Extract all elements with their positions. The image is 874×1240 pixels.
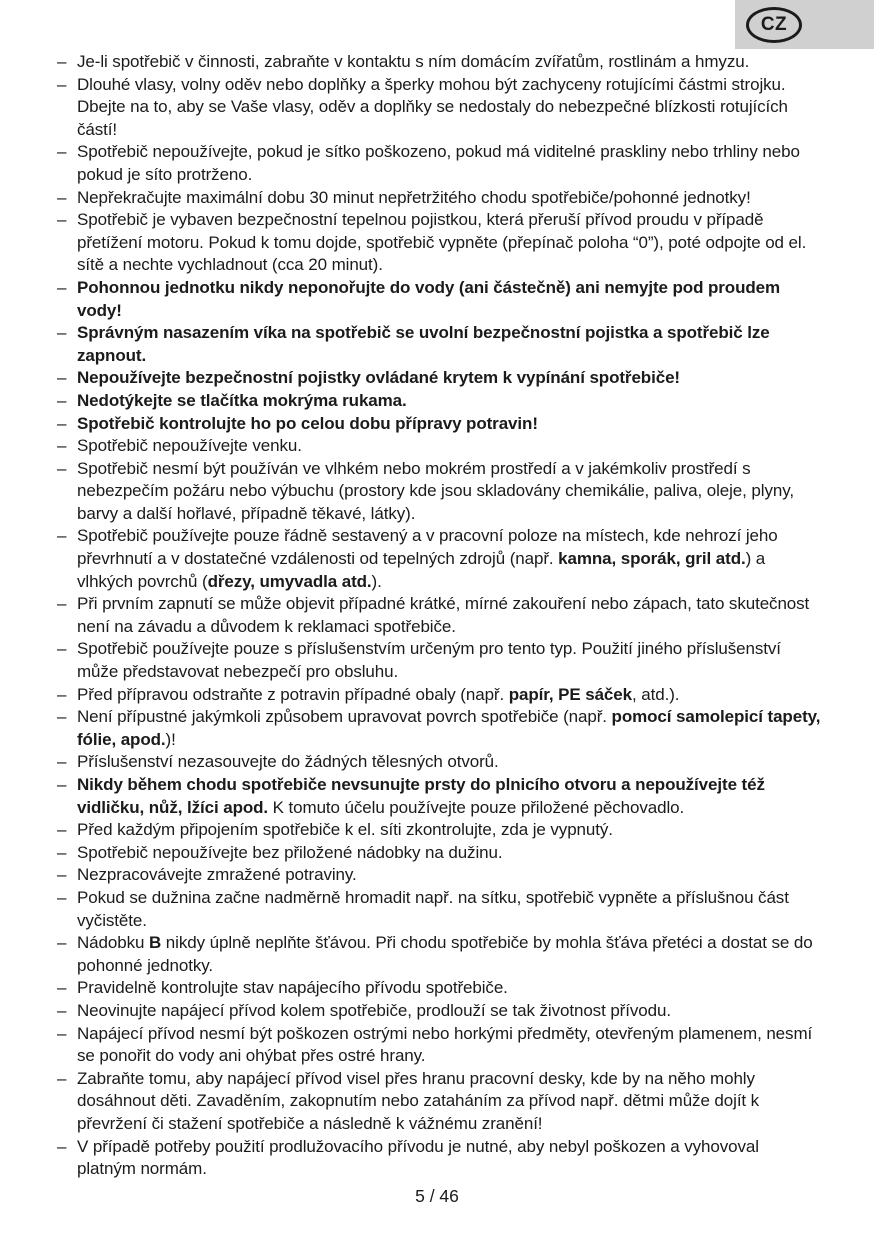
- list-item-text: Není přípustné jakýmkoli způsobem upravovat povrch spotřebiče (např. pomocí samolepicí tapety, fólie, apod.)!: [77, 707, 821, 749]
- list-item-text: Pohonnou jednotku nikdy neponořujte do vody (ani částečně) ani nemyjte pod proudem vody!: [77, 277, 781, 320]
- bullet-dash: –: [57, 413, 67, 433]
- list-item: [57, 1000, 821, 1023]
- list-item: [57, 977, 821, 1000]
- bullet-dash: –: [57, 458, 67, 478]
- bullet-dash: –: [57, 1023, 67, 1043]
- list-item-text: Dlouhé vlasy, volny oděv nebo doplňky a šperky mohou být zachyceny rotujícími částmi strojku. Dbejte na to, aby se Vaše vlasy, oděv a doplňky se nedostaly do nebezpečné blízkosti rotujících částí!: [77, 74, 788, 139]
- safety-instructions-list: [57, 51, 821, 1181]
- list-item: [57, 74, 821, 142]
- list-item-text: Správným nasazením víka na spotřebič se uvolní bezpečnostní pojistka a spotřebič lze zapnout.: [77, 323, 770, 365]
- list-item: [57, 638, 821, 683]
- list-item: [57, 751, 821, 774]
- list-item: [57, 525, 821, 593]
- bullet-dash: –: [57, 277, 67, 297]
- list-item: [57, 209, 821, 277]
- bullet-dash: –: [57, 820, 67, 840]
- bullet-dash: –: [57, 978, 67, 998]
- list-item: [57, 684, 821, 707]
- list-item-text: Nepřekračujte maximální dobu 30 minut nepřetržitého chodu spotřebiče/pohonné jednotky!: [77, 187, 751, 207]
- list-item-text: Zabraňte tomu, aby napájecí přívod visel přes hranu pracovní desky, kde by na něho mohly dosáhnout děti. Zavaděním, zakopnutím nebo zataháním za přívod např. dětmi může dojít k převržení či stažení spotřebiče a následně k vážnému zranění!: [77, 1068, 760, 1133]
- bullet-dash: –: [57, 436, 67, 456]
- list-item: [57, 842, 821, 865]
- bullet-dash: –: [57, 187, 67, 207]
- list-item-text: Před každým připojením spotřebiče k el. síti zkontrolujte, zda je vypnutý.: [77, 820, 613, 840]
- list-item: [57, 413, 821, 436]
- bullet-dash: –: [57, 323, 67, 343]
- list-item-text: Pokud se dužnina začne nadměrně hromadit např. na sítku, spotřebič vypněte a příslušnou část vyčistěte.: [77, 887, 789, 930]
- list-item-text: Nepoužívejte bezpečnostní pojistky ovládané krytem k vypínání spotřebiče!: [77, 368, 680, 388]
- bullet-dash: –: [57, 390, 67, 410]
- language-badge: [735, 0, 874, 49]
- list-item: [57, 864, 821, 887]
- list-item-text: Při prvním zapnutí se může objevit případné krátké, mírné zakouření nebo zápach, tato skutečnost není na závadu a důvodem k reklamaci spotřebiče.: [77, 594, 810, 636]
- list-item: [57, 458, 821, 526]
- list-item: [57, 277, 821, 322]
- bullet-dash: –: [57, 775, 67, 794]
- list-item: [57, 141, 821, 186]
- list-item-text: Nedotýkejte se tlačítka mokrýma rukama.: [77, 390, 407, 410]
- list-item: [57, 932, 821, 977]
- bullet-dash: –: [57, 210, 67, 230]
- list-item-text: Napájecí přívod nesmí být poškozen ostrými nebo horkými předměty, otevřeným plamenem, nesmí se ponořit do vody ani ohýbat přes ostré hrany.: [77, 1023, 813, 1066]
- list-item-text: Je-li spotřebič v činnosti, zabraňte v kontaktu s ním domácím zvířatům, rostlinám a hmyzu.: [77, 52, 750, 71]
- bullet-dash: –: [57, 1136, 67, 1156]
- list-item-text: Spotřebič je vybaven bezpečnostní tepelnou pojistkou, která přeruší přívod proudu v případě přetížení motoru. Pokud k tomu dojde, spotřebič vypněte (přepínač poloha “0”), poté odpojte od el. sítě a nechte vychladnout (cca 20 minut).: [77, 210, 807, 275]
- list-item-text: Neovinujte napájecí přívod kolem spotřebiče, prodlouží se tak životnost přívodu.: [77, 1000, 671, 1020]
- list-item-text: Spotřebič nepoužívejte bez přiložené nádobky na dužinu.: [77, 842, 503, 862]
- list-item-text: Nikdy během chodu spotřebiče nevsunujte prsty do plnicího otvoru a nepoužívejte též vidličku, nůž, lžíci apod. K tomuto účelu používejte pouze přiložené pěchovadlo.: [77, 775, 765, 817]
- list-item-text: Nádobku B nikdy úplně neplňte šťávou. Při chodu spotřebiče by mohla šťáva přetéci a dostat se do pohonné jednotky.: [77, 933, 813, 975]
- list-item: [57, 1068, 821, 1136]
- list-item: [57, 887, 821, 932]
- bullet-dash: –: [57, 752, 67, 772]
- list-item: [57, 1023, 821, 1068]
- list-item: [57, 435, 821, 458]
- language-label: CZ: [760, 13, 788, 35]
- bullet-dash: –: [57, 74, 67, 94]
- list-item: [57, 819, 821, 842]
- bullet-dash: –: [57, 639, 67, 659]
- list-item-text: Příslušenství nezasouvejte do žádných tělesných otvorů.: [77, 752, 499, 772]
- bullet-dash: –: [57, 684, 67, 704]
- bullet-dash: –: [57, 707, 67, 727]
- list-item: [57, 774, 821, 819]
- list-item: [57, 593, 821, 638]
- list-item: [57, 187, 821, 210]
- list-item: [57, 367, 821, 390]
- list-item-text: Spotřebič nepoužívejte, pokud je sítko poškozeno, pokud má viditelné praskliny nebo trhliny nebo pokud je síto protrženo.: [77, 142, 800, 184]
- bullet-dash: –: [57, 368, 67, 388]
- bullet-dash: –: [57, 1068, 67, 1088]
- list-item-text: Spotřebič nepoužívejte venku.: [77, 436, 302, 456]
- bullet-dash: –: [57, 1000, 67, 1020]
- list-item-text: V případě potřeby použití prodlužovacího přívodu je nutné, aby nebyl poškozen a vyhovoval platným normám.: [77, 1136, 759, 1179]
- bullet-dash: –: [57, 887, 67, 907]
- bullet-dash: –: [57, 842, 67, 862]
- bullet-dash: –: [57, 933, 67, 953]
- list-item-text: Spotřebič nesmí být používán ve vlhkém nebo mokrém prostředí a v jakémkoliv prostředí s nebezpečím požáru nebo výbuchu (prostory kde jsou skladovány chemikálie, paliva, oleje, plyny, barvy a další hořlavé, případně těkavé, látky).: [77, 458, 794, 523]
- list-item-text: Nezpracovávejte zmražené potraviny.: [77, 865, 357, 885]
- list-item-text: Před přípravou odstraňte z potravin případné obaly (např. papír, PE sáček, atd.).: [77, 684, 680, 704]
- bullet-dash: –: [57, 142, 67, 162]
- list-item-text: Spotřebič kontrolujte ho po celou dobu přípravy potravin!: [77, 413, 538, 433]
- bullet-dash: –: [57, 526, 67, 546]
- list-item-text: Pravidelně kontrolujte stav napájecího přívodu spotřebiče.: [77, 978, 508, 998]
- list-item: [57, 1136, 821, 1181]
- bullet-dash: –: [57, 52, 67, 71]
- list-item: [57, 706, 821, 751]
- list-item: [57, 322, 821, 367]
- list-item: [57, 51, 821, 74]
- page-number: 5 / 46: [415, 1186, 459, 1206]
- bullet-dash: –: [57, 865, 67, 885]
- list-item: [57, 390, 821, 413]
- cz-language-icon: [746, 7, 802, 43]
- list-item-text: Spotřebič používejte pouze s příslušenstvím určeným pro tento typ. Použití jiného příslušenství může představovat nebezpečí pro obsluhu.: [77, 639, 781, 682]
- list-item-text: Spotřebič používejte pouze řádně sestavený a v pracovní poloze na místech, kde nehrozí jeho převrhnutí a v dostatečné vzdálenosti od tepelných zdrojů (např. kamna, sporák, gril atd.) a vlhkých povrchů (dřezy, umyvadla atd.).: [77, 526, 778, 591]
- bullet-dash: –: [57, 594, 67, 614]
